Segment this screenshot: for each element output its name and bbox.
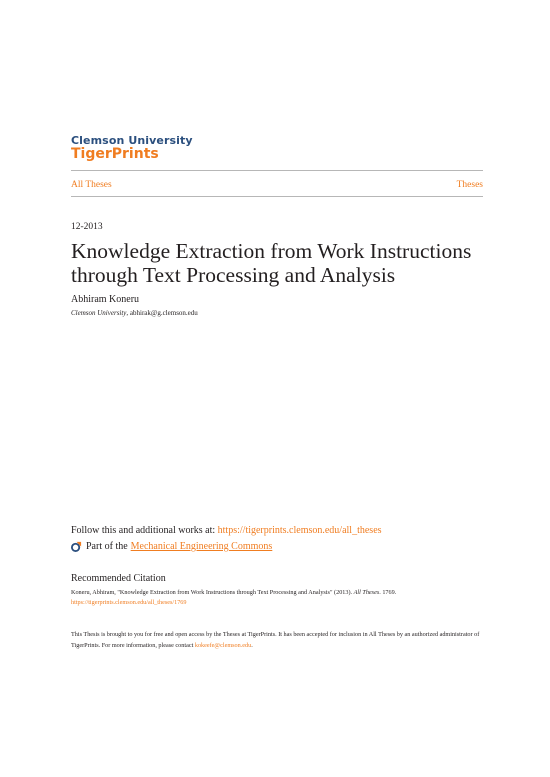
mechanical-engineering-commons-link[interactable]: Mechanical Engineering Commons: [130, 541, 273, 552]
citation-body: Koneru, Abhiram, "Knowledge Extraction from Work Instructions through Text Processing and Analysis" (2013).: [71, 589, 354, 596]
divider-top: [71, 170, 483, 171]
recommended-citation-heading: Recommended Citation: [71, 573, 166, 584]
follow-prefix: Follow this and additional works at:: [71, 525, 218, 536]
contact-email-link[interactable]: kokeefe@clemson.edu: [194, 642, 252, 649]
citation-text: [71, 588, 491, 608]
affiliation-email: , abhirak@g.clemson.edu: [126, 309, 198, 317]
affiliation-university: Clemson University: [71, 309, 127, 317]
publication-date: 12-2013: [71, 222, 103, 232]
access-notice: [71, 629, 491, 651]
citation-number: . 1769.: [379, 589, 397, 596]
citation-url-link[interactable]: https://tigerprints.clemson.edu/all_theses/1769: [71, 599, 187, 606]
part-of-line: [71, 541, 272, 552]
thesis-title: [71, 239, 491, 287]
bepress-commons-icon: [71, 541, 82, 552]
all-theses-link[interactable]: All Theses: [71, 180, 112, 190]
part-of-prefix: Part of the: [86, 541, 128, 552]
repository-name: TigerPrints: [71, 146, 159, 162]
author-name: Abhiram Koneru: [71, 294, 140, 305]
divider-bottom: [71, 196, 483, 197]
title-line-1: Knowledge Extraction from Work Instructions: [71, 239, 472, 263]
all-theses-url-link[interactable]: https://tigerprints.clemson.edu/all_theses: [217, 525, 382, 536]
theses-link[interactable]: Theses: [456, 180, 483, 190]
follow-line: [71, 525, 382, 536]
citation-journal: All Theses: [353, 589, 380, 596]
institution-name: Clemson University: [71, 134, 193, 147]
title-line-2: through Text Processing and Analysis: [71, 263, 396, 287]
notice-body: This Thesis is brought to you for free and open access by the Theses at TigerPrints. It has been accepted for inclusion in All Theses by an authorized administrator of TigerPrints. For more information, please contact: [71, 631, 480, 649]
notice-end: .: [251, 642, 253, 649]
author-affiliation: [71, 309, 198, 317]
